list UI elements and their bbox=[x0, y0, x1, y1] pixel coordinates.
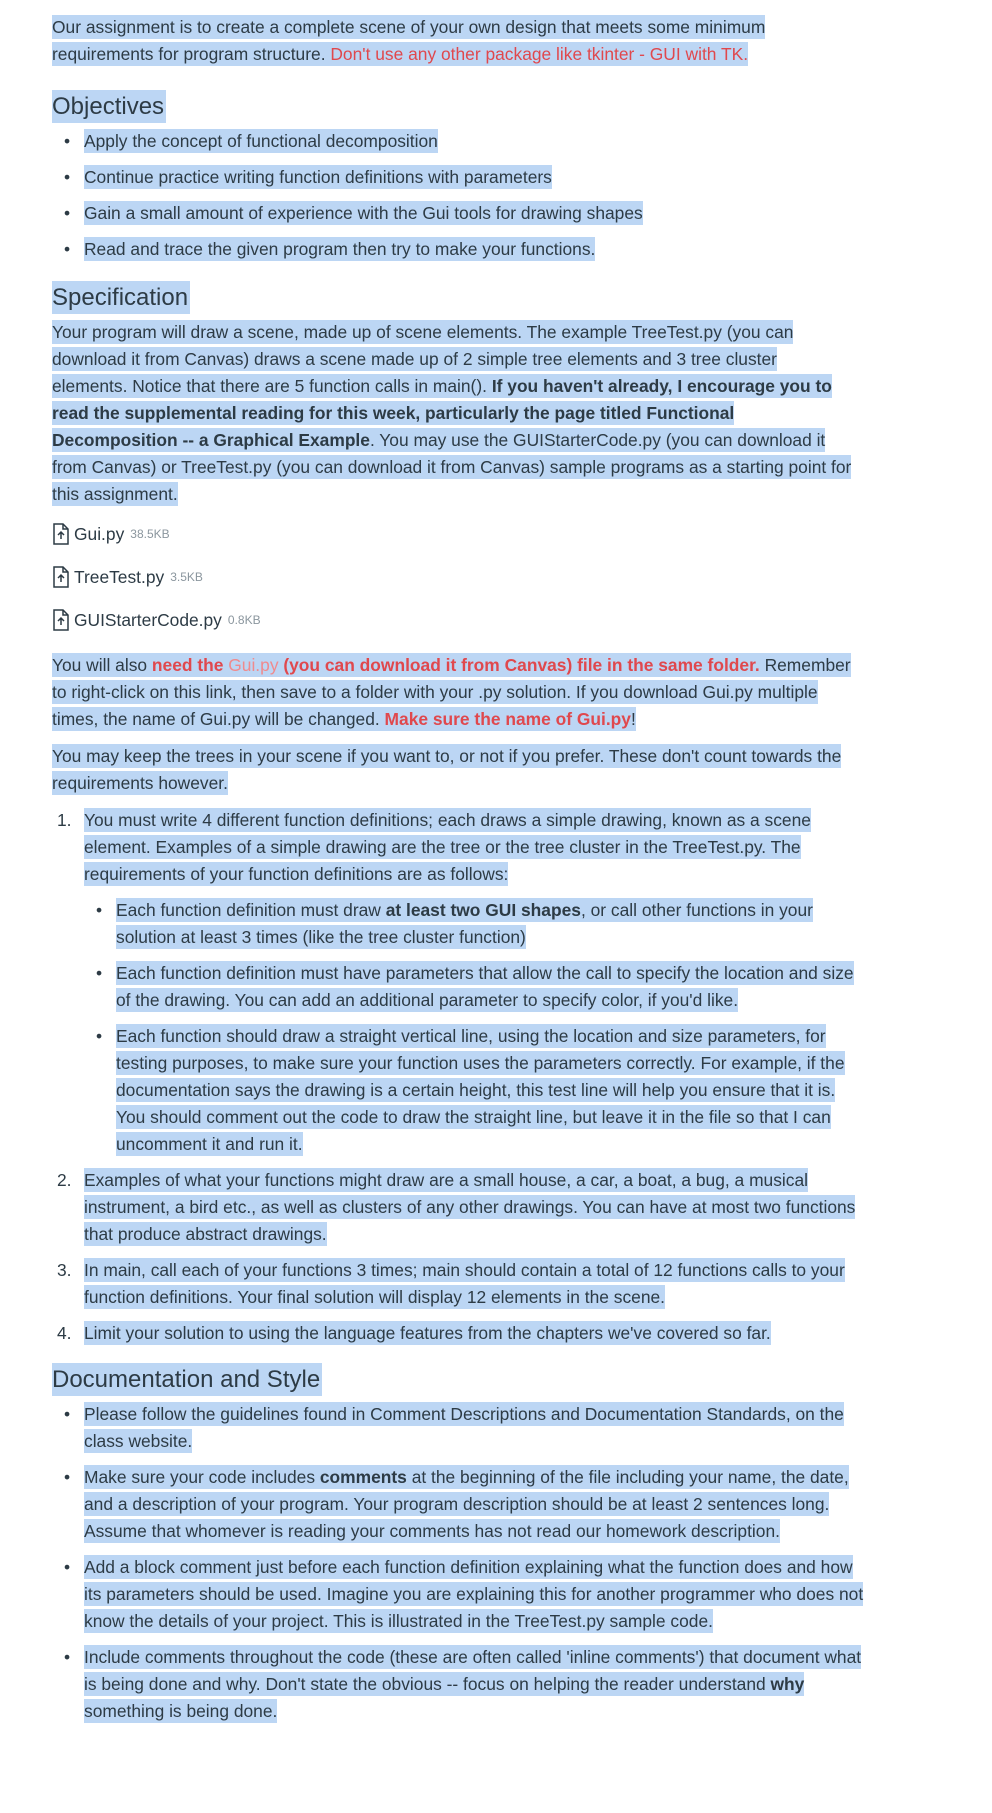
function-requirements-list bbox=[84, 897, 864, 1158]
trees-paragraph: You may keep the trees in your scene if you want to, or not if you prefer. These don't count towards the requirements however. bbox=[52, 746, 842, 793]
documentation-heading: Documentation and Style bbox=[52, 1363, 952, 1397]
list-item: 1. You must write 4 different function definitions; each draws a simple drawing, known as a scene element. Examples of a simple drawing are the tree or the tree cluster in the TreeTest.py. The requirements of your function definitions are as follows: • Each function definition must draw at least two GUI shapes, or call other functions in your solution at least 3 times (like the tree cluster function) • Each function definition must have parameters that allow the call to specify the location and size of the drawing. You can add an additional parameter to specify color, if you'd like. • Each function should draw a straight vertical line, using the location and size parameters, for testing purposes, to make sure your function uses the parameters correctly. For example, if the documentation says the drawing is a certain height, this test line will help you ensure that it is. You should comment out the code to draw the straight line, but leave it in the file so that I can uncomment it and run it. bbox=[84, 807, 864, 1158]
objectives-section bbox=[52, 90, 952, 263]
intro-text: Our assignment is to create a complete scene of your own design that meets some minimum requirements for program structure. bbox=[52, 17, 766, 64]
list-item: • Each function definition must draw at least two GUI shapes, or call other functions in your solution at least 3 times (like the tree cluster function) bbox=[116, 897, 864, 951]
list-item: • Gain a small amount of experience with the Gui tools for drawing shapes bbox=[84, 200, 952, 227]
specification-section bbox=[52, 281, 952, 1347]
gui-link[interactable]: Gui.py bbox=[228, 655, 279, 675]
requirements-list bbox=[52, 807, 952, 1347]
list-item: • Each function should draw a straight vertical line, using the location and size parameters, for testing purposes, to make sure your function uses the parameters correctly. For example, if the documentation says the drawing is a certain height, this test line will help you ensure that it is. You should comment out the code to draw the straight line, but leave it in the file so that I can uncomment it and run it. bbox=[116, 1023, 864, 1158]
gui-requirement-paragraph: You will also need the Gui.py (you can download it from Canvas) file in the same folder. Remember to right-click on this link, then save to a folder with your .py solution. If you download Gui.py multiple times, the name of Gui.py will be changed. Make sure the name of Gui.py! bbox=[52, 655, 851, 729]
file-name[interactable]: Gui.py bbox=[74, 523, 125, 544]
list-item: • Please follow the guidelines found in Comment Descriptions and Documentation Standards, on the class website. bbox=[84, 1401, 874, 1455]
file-size: 3.5KB bbox=[170, 570, 203, 584]
file-attachment-treetest[interactable] bbox=[52, 565, 952, 589]
file-size: 38.5KB bbox=[130, 527, 170, 541]
list-item: • Each function definition must have parameters that allow the call to specify the location and size of the drawing. You can add an additional parameter to specify color, if you'd like. bbox=[116, 960, 864, 1014]
list-item: 2. Examples of what your functions might draw are a small house, a car, a boat, a bug, a musical instrument, a bird etc., as well as clusters of any other drawings. You can have at most two functions that produce abstract drawings. bbox=[57, 1170, 856, 1244]
objectives-heading: Objectives bbox=[52, 90, 952, 124]
file-name[interactable]: TreeTest.py bbox=[74, 566, 165, 587]
list-item: • Make sure your code includes comments at the beginning of the file including your name, the date, and a description of your program. Your program description should be at least 2 sentences long. Assume that whomever is reading your comments has not read our homework description. bbox=[84, 1464, 874, 1545]
file-attachment-gui[interactable] bbox=[52, 522, 952, 546]
file-size: 0.8KB bbox=[227, 613, 261, 627]
intro-warning: Don't use any other package like tkinter - GUI with TK. bbox=[330, 44, 749, 64]
file-download-icon bbox=[52, 523, 70, 545]
specification-paragraph: Your program will draw a scene, made up of scene elements. The example TreeTest.py (you can download it from Canvas) draws a scene made up of 2 simple tree elements and 3 tree cluster elements. Notice that there are 5 function calls in main(). If you haven't already, I encourage you to read the supplemental reading for this week, particularly the page titled Functional Decomposition -- a Graphical Example. You may use the GUIStarterCode.py (you can download it from Canvas) or TreeTest.py (you can download it from Canvas) sample programs as a starting point for this assignment. bbox=[52, 322, 852, 504]
list-item: 4. Limit your solution to using the language features from the chapters we've covered so far. bbox=[57, 1323, 771, 1343]
documentation-section bbox=[52, 1363, 952, 1725]
specification-heading: Specification bbox=[52, 281, 952, 315]
list-item: • Read and trace the given program then try to make your functions. bbox=[84, 236, 952, 263]
intro-paragraph bbox=[52, 14, 852, 68]
list-item: 3. In main, call each of your functions 3 times; main should contain a total of 12 functions calls to your function definitions. Your final solution will display 12 elements in the scene. bbox=[57, 1260, 845, 1307]
file-attachment-guistartercode[interactable] bbox=[52, 608, 952, 632]
list-item: • Include comments throughout the code (these are often called 'inline comments') that document what is being done and why. Don't state the obvious -- focus on helping the reader understand why something is being done. bbox=[84, 1644, 874, 1725]
objectives-list bbox=[52, 128, 952, 263]
documentation-list bbox=[52, 1401, 874, 1725]
file-name[interactable]: GUIStarterCode.py bbox=[74, 609, 222, 630]
list-item: • Apply the concept of functional decomposition bbox=[84, 128, 952, 155]
list-item: • Add a block comment just before each function definition explaining what the function does and how its parameters should be used. Imagine you are explaining this for another programmer who does not know the details of your project. This is illustrated in the TreeTest.py sample code. bbox=[84, 1554, 874, 1635]
file-download-icon bbox=[52, 566, 70, 588]
file-download-icon bbox=[52, 609, 70, 631]
attachments-list bbox=[52, 522, 952, 632]
list-item: • Continue practice writing function definitions with parameters bbox=[84, 164, 952, 191]
